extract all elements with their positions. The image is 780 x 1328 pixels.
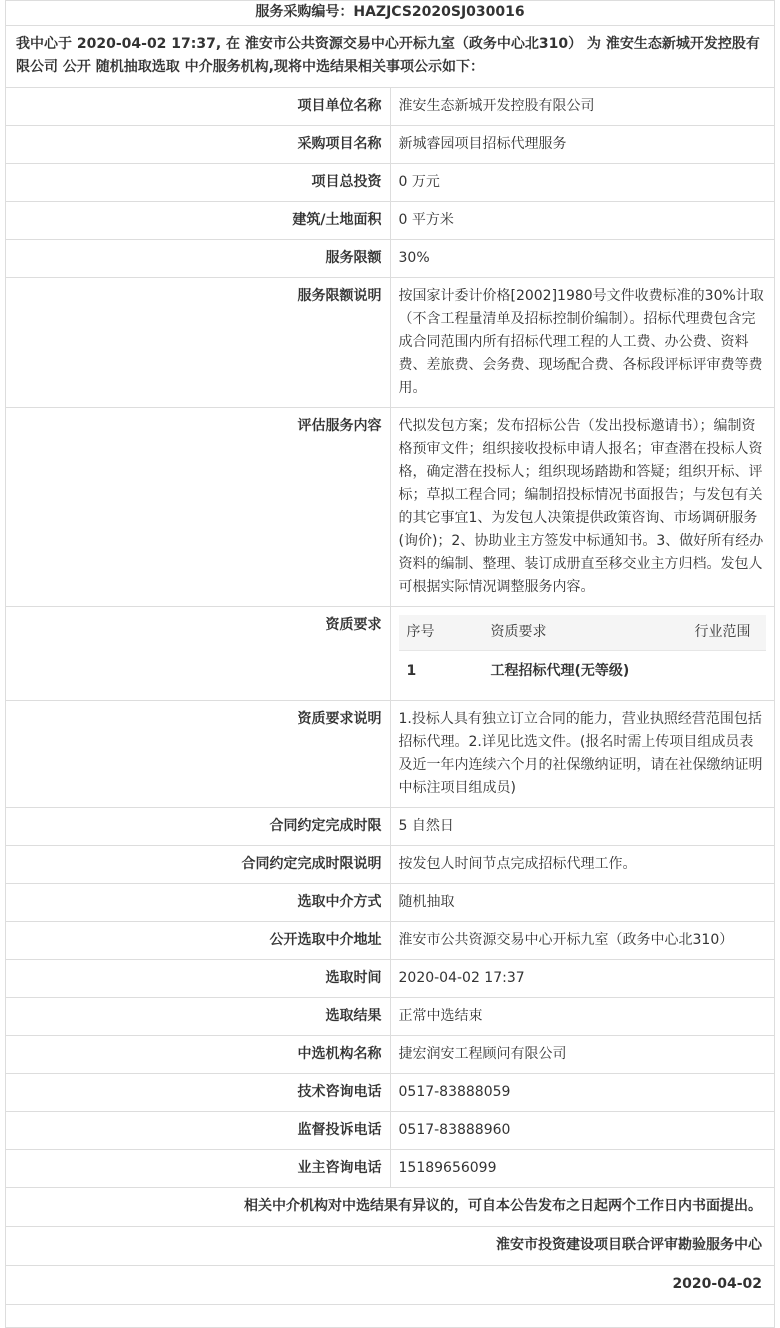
qualification-table <box>399 615 767 692</box>
row-label: 评估服务内容 <box>6 408 391 607</box>
row-total-investment <box>6 164 775 202</box>
row-service-content <box>6 408 775 607</box>
row-value: 30% <box>390 240 775 278</box>
row-selected-agency <box>6 1036 775 1074</box>
row-selection-result <box>6 998 775 1036</box>
row-value: 15189656099 <box>390 1150 775 1188</box>
row-label: 资质要求说明 <box>6 701 391 808</box>
row-value: 2020-04-02 17:37 <box>390 960 775 998</box>
qualification-header <box>399 615 767 651</box>
row-label: 业主咨询电话 <box>6 1150 391 1188</box>
row-project-name <box>6 126 775 164</box>
row-label: 中选机构名称 <box>6 1036 391 1074</box>
row-selection-method <box>6 884 775 922</box>
footer-spacer <box>6 1305 775 1328</box>
qualification-row <box>399 651 767 693</box>
row-area <box>6 202 775 240</box>
row-label: 建筑/土地面积 <box>6 202 391 240</box>
qualification-cell <box>390 607 775 701</box>
row-value: 0517-83888059 <box>390 1074 775 1112</box>
announcement-page <box>5 0 775 1328</box>
announcement-table <box>5 0 775 1328</box>
row-label: 服务限额说明 <box>6 278 391 408</box>
qualification-req: 工程招标代理(无等级) <box>483 651 687 693</box>
intro-text: 我中心于 2020-04-02 17:37, 在 淮安市公共资源交易中心开标九室（政务中心北310） 为 淮安生态新城开发控股有限公司 公开 随机抽取选取 中介服务机构,现将中选结果相关事项公示如下： <box>6 26 775 88</box>
row-label: 选取时间 <box>6 960 391 998</box>
row-service-limit <box>6 240 775 278</box>
intro-row <box>6 26 775 88</box>
issue-date: 2020-04-02 <box>6 1266 775 1305</box>
row-project-unit <box>6 88 775 126</box>
row-label: 合同约定完成时限 <box>6 808 391 846</box>
row-label: 选取结果 <box>6 998 391 1036</box>
row-label: 合同约定完成时限说明 <box>6 846 391 884</box>
row-value: 0517-83888960 <box>390 1112 775 1150</box>
row-value: 1.投标人具有独立订立合同的能力，营业执照经营范围包括招标代理。2.详见比选文件。(报名时需上传项目组成员表及近一年内连续六个月的社保缴纳证明，请在社保缴纳证明中标注项目组成员) <box>390 701 775 808</box>
row-owner-phone <box>6 1150 775 1188</box>
row-label: 公开选取中介地址 <box>6 922 391 960</box>
row-complaint-phone <box>6 1112 775 1150</box>
row-deadline-desc <box>6 846 775 884</box>
row-label: 技术咨询电话 <box>6 1074 391 1112</box>
footer-date-row <box>6 1266 775 1305</box>
row-qualification-desc <box>6 701 775 808</box>
row-value: 淮安生态新城开发控股有限公司 <box>390 88 775 126</box>
row-value: 5 自然日 <box>390 808 775 846</box>
row-selection-time <box>6 960 775 998</box>
service-number: 服务采购编号：HAZJCS2020SJ030016 <box>6 1 775 26</box>
row-value: 0 平方米 <box>390 202 775 240</box>
row-label: 项目单位名称 <box>6 88 391 126</box>
row-value: 正常中选结束 <box>390 998 775 1036</box>
row-value: 按国家计委计价格[2002]1980号文件收费标准的30%计取（不含工程量清单及招标控制价编制）。招标代理费包含完成合同范围内所有招标代理工程的人工费、办公费、资料费、差旅费、会务费、现场配合费、各标段评标评审费等费用。 <box>390 278 775 408</box>
col-header-no: 序号 <box>399 615 483 651</box>
header-row <box>6 1 775 26</box>
row-service-limit-desc <box>6 278 775 408</box>
qualification-no: 1 <box>399 651 483 693</box>
row-label: 监督投诉电话 <box>6 1112 391 1150</box>
row-label: 选取中介方式 <box>6 884 391 922</box>
spacer-cell <box>6 1305 775 1328</box>
row-value: 淮安市公共资源交易中心开标九室（政务中心北310） <box>390 922 775 960</box>
row-label: 服务限额 <box>6 240 391 278</box>
row-selection-address <box>6 922 775 960</box>
footer-org-row <box>6 1227 775 1266</box>
row-label: 采购项目名称 <box>6 126 391 164</box>
col-header-req: 资质要求 <box>483 615 687 651</box>
row-qualification <box>6 607 775 701</box>
row-label: 资质要求 <box>6 607 391 701</box>
qualification-scope <box>687 651 767 693</box>
row-value: 按发包人时间节点完成招标代理工作。 <box>390 846 775 884</box>
col-header-scope: 行业范围 <box>687 615 767 651</box>
row-value: 捷宏润安工程顾问有限公司 <box>390 1036 775 1074</box>
row-value: 新城睿园项目招标代理服务 <box>390 126 775 164</box>
row-value: 0 万元 <box>390 164 775 202</box>
row-label: 项目总投资 <box>6 164 391 202</box>
row-value: 随机抽取 <box>390 884 775 922</box>
row-deadline <box>6 808 775 846</box>
issuing-org: 淮安市投资建设项目联合评审勘验服务中心 <box>6 1227 775 1266</box>
footer-notice-row <box>6 1188 775 1227</box>
row-value: 代拟发包方案；发布招标公告（发出投标邀请书）；编制资格预审文件；组织接收投标申请人报名；审查潜在投标人资格，确定潜在投标人；组织现场踏勘和答疑；组织开标、评标；草拟工程合同；编制招投标情况书面报告；与发包有关的其它事宜1、为发包人决策提供政策咨询、市场调研服务(询价)；2、协助业主方签发中标通知书。3、做好所有经办资料的编制、整理、装订成册直至移交业主方归档。发包人可根据实际情况调整服务内容。 <box>390 408 775 607</box>
objection-notice: 相关中介机构对中选结果有异议的，可自本公告发布之日起两个工作日内书面提出。 <box>6 1188 775 1227</box>
row-tech-phone <box>6 1074 775 1112</box>
